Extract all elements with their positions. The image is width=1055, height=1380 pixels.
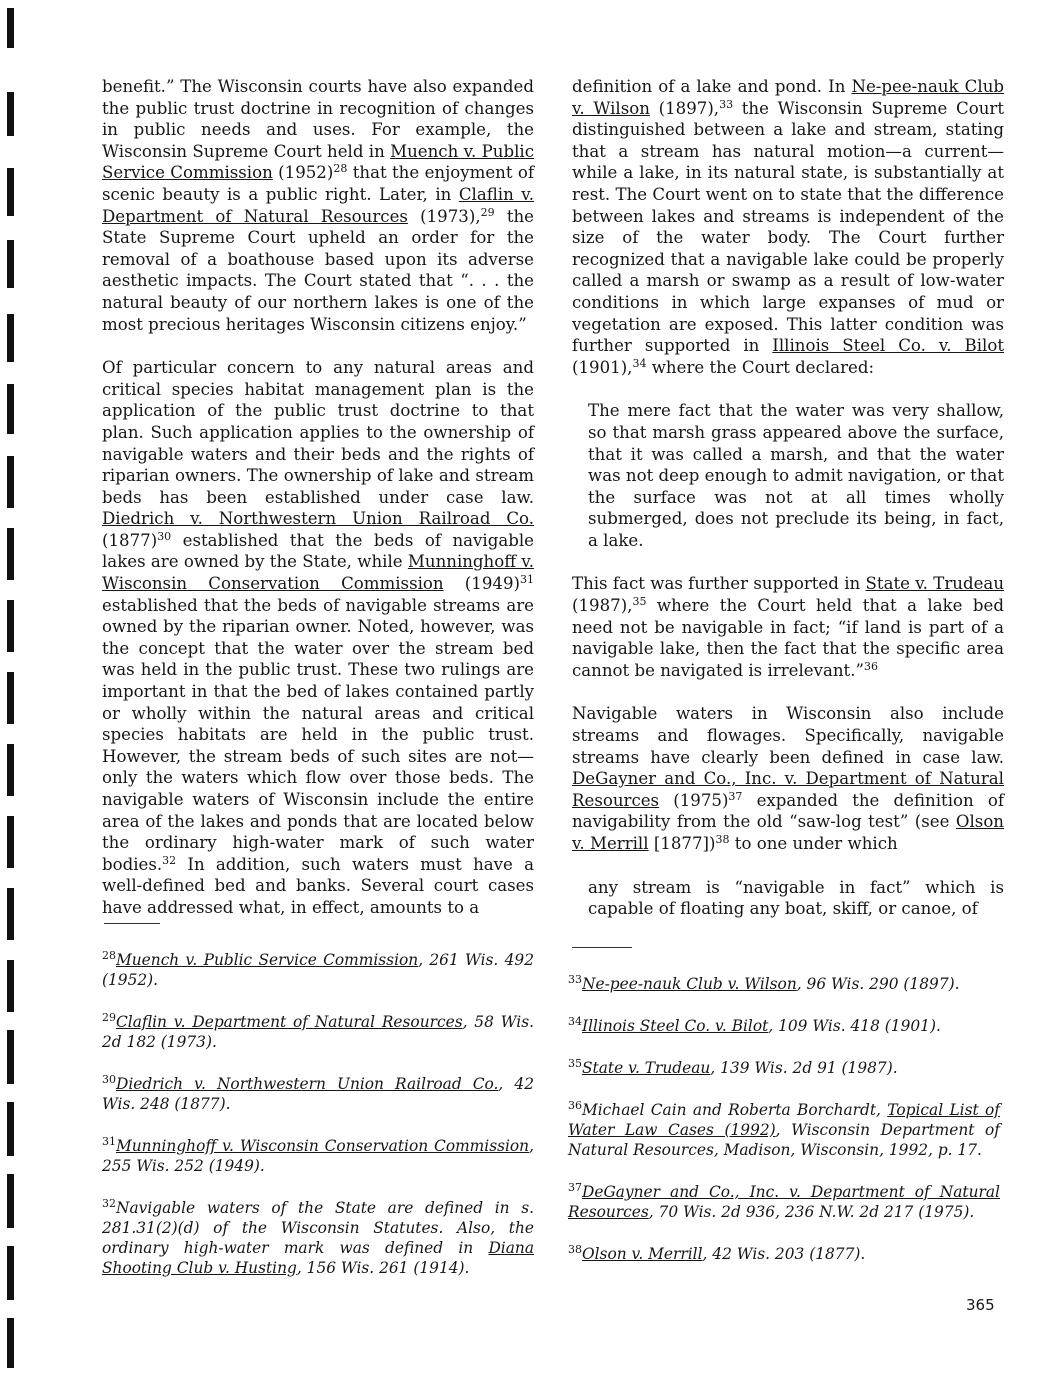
footnote-ref: 33 bbox=[719, 97, 734, 111]
case-citation: Diedrich v. Northwestern Union Railroad Co. bbox=[102, 509, 534, 529]
footnote-divider-right bbox=[572, 947, 632, 948]
right-column bbox=[572, 76, 1004, 920]
page-number: 365 bbox=[966, 1296, 995, 1314]
binding-hole bbox=[7, 168, 14, 216]
footnote: $^{38}$Olson v. Merrill, 42 Wis. 203 (1877). bbox=[568, 1243, 866, 1263]
paragraph: Of particular concern to any natural areas and critical species habitat management plan is the application of the public trust doctrine to that plan. Such application applies to the ownership of navigable waters and their beds and the rights of riparian owners. The ownership of lake and stream beds has been established under case law. Diedrich v. Northwestern Union Railroad Co. $(1877)^{30}$ established that the beds of navigable lakes are owned by the State, while Munninghoff v. Wisconsin Conservation Commission $(1949)^{31}$ established that the beds of navigable streams are owned by the riparian owner. Noted, however, was the concept that the water over the stream bed was held in the public trust. These two rulings are important in that the bed of lakes contained partly or wholly within the natural areas and critical species habitats are held in the public trust. However, the stream beds of such sites are not—only the waters which flow over those beds. The navigable waters of Wisconsin include the entire area of the lakes and ponds that are located below the ordinary high-water mark of such water bodies.$^{32}$ In addition, such waters must have a well-defined bed and banks. Several court cases have addressed what, in effect, amounts to a bbox=[102, 358, 535, 917]
binding-hole bbox=[7, 314, 14, 362]
footnote-ref: 28 bbox=[333, 162, 348, 176]
footnote: $^{34}$Illinois Steel Co. v. Bilot, 109 Wis. 418 (1901). bbox=[568, 1015, 941, 1035]
footnote-ref: 31 bbox=[520, 573, 534, 587]
footnote-ref: 30 bbox=[157, 529, 172, 543]
binding-hole bbox=[7, 1174, 14, 1228]
footnote-ref: 36 bbox=[863, 659, 878, 673]
footnote: $^{35}$State v. Trudeau, 139 Wis. 2d 91 (1987). bbox=[568, 1057, 898, 1077]
footnotes-right bbox=[568, 974, 1000, 1286]
footnote-ref: 32 bbox=[162, 853, 177, 867]
binding-hole bbox=[7, 888, 14, 940]
case-citation: Illinois Steel Co. v. Bilot bbox=[772, 336, 1005, 356]
case-citation: State v. Trudeau bbox=[865, 574, 1005, 594]
footnote: $^{31}$Munninghoff v. Wisconsin Conservation Commission, 255 Wis. 252 (1949). bbox=[102, 1135, 534, 1175]
footnote: $^{37}$DeGayner and Co., Inc. v. Department of Natural Resources, 70 Wis. 2d 936, 236 N.W. 2d 217 (1975). bbox=[568, 1181, 1000, 1221]
case-citation: Claflin v. Department of Natural Resources bbox=[102, 184, 534, 226]
footnote-ref: 34 bbox=[632, 356, 647, 370]
footnote: $^{36}$Michael Cain and Roberta Borchardt, Topical List of Water Law Cases (1992), Wisconsin Department of Natural Resources, Madison, Wisconsin, 1992, p. 17. bbox=[568, 1099, 1000, 1159]
binding-hole bbox=[7, 960, 14, 1012]
footnote: $^{30}$Diedrich v. Northwestern Union Railroad Co., 42 Wis. 248 (1877). bbox=[102, 1073, 534, 1113]
footnote: $^{28}$Muench v. Public Service Commission, 261 Wis. 492 (1952). bbox=[102, 949, 534, 989]
footnote: $^{32}$Navigable waters of the State are defined in s. 281.31(2)(d) of the Wisconsin Statutes. Also, the ordinary high-water mark was defined in Diana Shooting Club v. Husting, 156 Wis. 261 (1914). bbox=[102, 1197, 534, 1277]
binding-hole bbox=[7, 384, 14, 434]
case-citation: Munninghoff v. Wisconsin Conservation Commission bbox=[102, 552, 535, 594]
binding-hole bbox=[7, 1102, 14, 1156]
paragraph: Navigable waters in Wisconsin also include streams and flowages. Specifically, navigable streams have clearly been defined in case law. DeGayner and Co., Inc. v. Department of Natural Resources $(1975)^{37}$ expanded the definition of navigability from the old “saw-log test” (see Olson v. Merrill [1877])$^{38}$ to one under which bbox=[572, 704, 1004, 853]
footnote: $^{29}$Claflin v. Department of Natural Resources, 58 Wis. 2d 182 (1973). bbox=[102, 1011, 534, 1051]
binding-hole bbox=[7, 672, 14, 724]
binding-hole bbox=[7, 1318, 14, 1368]
binding-hole bbox=[7, 92, 14, 136]
binding-hole bbox=[7, 8, 14, 48]
footnote: $^{33}$Ne-pee-nauk Club v. Wilson, 96 Wis. 290 (1897). bbox=[568, 973, 960, 993]
binding-hole bbox=[7, 528, 14, 580]
footnote-ref: 35 bbox=[632, 595, 647, 609]
block-quote: any stream is “navigable in fact” which is capable of floating any boat, skiff, or canoe, of bbox=[588, 877, 1004, 919]
binding-hole bbox=[7, 1030, 14, 1084]
paragraph: This fact was further supported in State v. Trudeau (1987),$^{35}$ where the Court held that a lake bed need not be navigable in fact; “if land is part of a navigable lake, then the fact that the specific area cannot be navigated is irrelevant.”$^{36}$ bbox=[572, 574, 1005, 680]
binding-hole bbox=[7, 816, 14, 868]
paragraph: definition of a lake and pond. In Ne-pee-nauk Club v. Wilson (1897),$^{33}$ the Wisconsin Supreme Court distinguished between a lake and stream, stating that a stream has natural motion—a current—while a lake, in its natural state, is substantially at rest. The Court went on to state that the difference between lakes and streams is independent of the size of the water body. The Court further recognized that a navigable lake could be properly called a marsh or swamp as a result of low-water conditions in which large expanses of mud or vegetation are exposed. This latter condition was further supported in Illinois Steel Co. v. Bilot (1901),$^{34}$ where the Court declared: bbox=[572, 77, 1005, 377]
block-quote: The mere fact that the water was very shallow, so that marsh grass appeared above the surface, that it was called a marsh, and that the water was not deep enough to admit navigation, or that the surface was not at all times wholly submerged, does not preclude its being, in fact, a lake. bbox=[588, 401, 1004, 550]
footnotes-left bbox=[102, 950, 534, 1300]
case-citation: Olson v. Merrill bbox=[572, 812, 1004, 853]
case-citation: DeGayner and Co., Inc. v. Department of Natural Resources bbox=[572, 769, 1004, 810]
footnote-divider-left bbox=[104, 923, 160, 924]
case-citation: Muench v. Public Service Commission bbox=[102, 141, 534, 183]
left-column bbox=[102, 76, 534, 919]
binding-hole bbox=[7, 456, 14, 508]
footnote-ref: 38 bbox=[715, 833, 730, 846]
paragraph: benefit.” The Wisconsin courts have also expanded the public trust doctrine in recognition of changes in public needs and uses. For example, the Wisconsin Supreme Court held in Muench v. Public Service Commission $(1952)^{28}$ that the enjoyment of scenic beauty is a public right. Later, in Claflin v. Department of Natural Resources (1973),$^{29}$ the State Supreme Court upheld an order for the removal of a boathouse based upon its adverse aesthetic impacts. The Court stated that “. . . the natural beauty of our northern lakes is one of the most precious heritages Wisconsin citizens enjoy.” bbox=[102, 77, 535, 334]
case-citation: Ne-pee-nauk Club v. Wilson bbox=[572, 77, 1004, 118]
binding-hole bbox=[7, 744, 14, 796]
binding-hole bbox=[7, 240, 14, 288]
binding-hole bbox=[7, 1246, 14, 1300]
binding-strip bbox=[4, 0, 18, 1380]
footnote-ref: 37 bbox=[728, 789, 743, 803]
binding-hole bbox=[7, 600, 14, 652]
footnote-ref: 29 bbox=[480, 205, 495, 219]
